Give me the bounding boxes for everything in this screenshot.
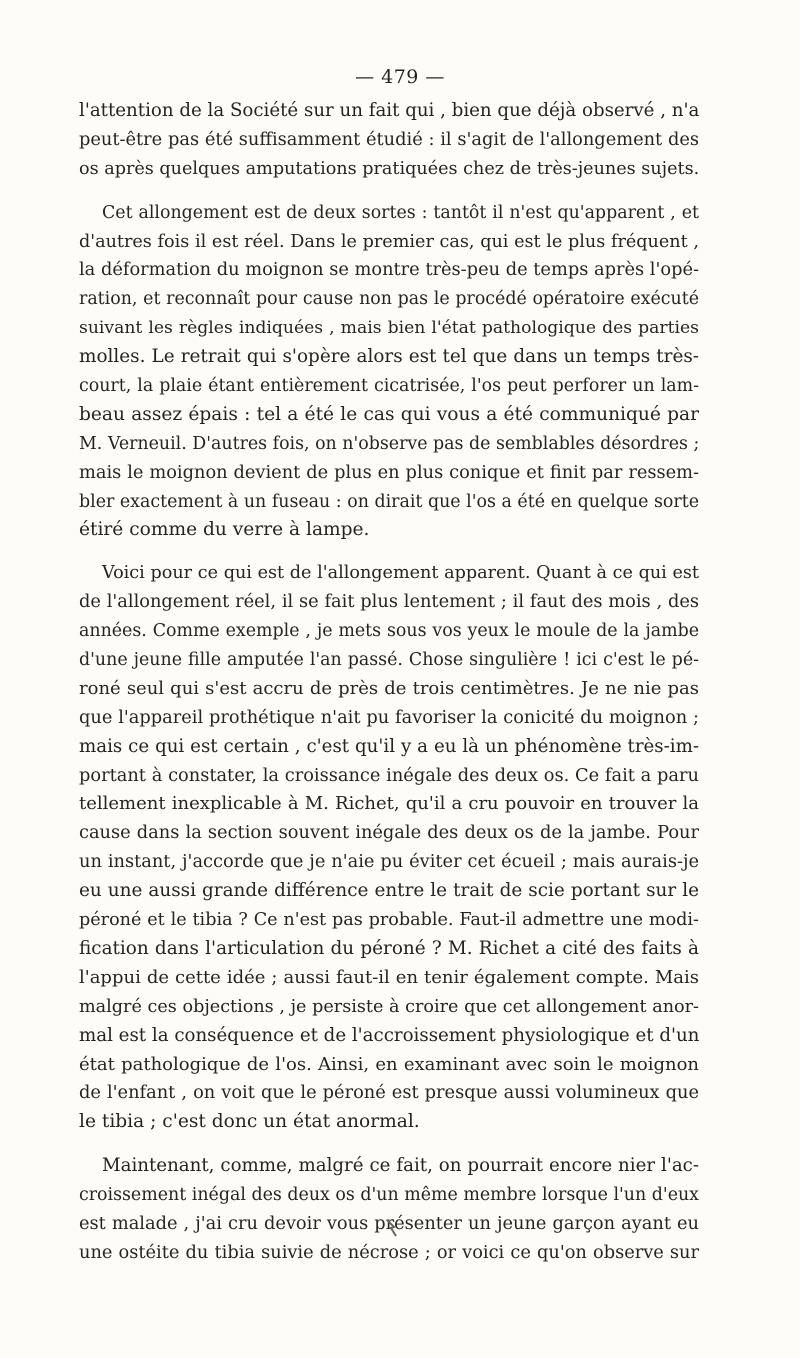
text-line: d'autres fois il est réel. Dans le premier cas, qui est le plus fréquent , xyxy=(79,231,699,252)
text-line: péroné et le tibia ? Ce n'est pas probable. Faut-il admettre une modi- xyxy=(79,910,699,931)
paragraph xyxy=(79,199,699,546)
text-line: de l'enfant , on voit que le péroné est presque aussi volumineux que xyxy=(79,1082,699,1104)
body-text xyxy=(79,97,699,1268)
text-line: années. Comme exemple , je mets sous vos yeux le moule de la jambe xyxy=(79,621,699,642)
paragraph xyxy=(79,97,699,184)
text-line: le tibia ; c'est donc un état anormal. xyxy=(79,1111,420,1133)
text-line: eu une aussi grande différence entre le trait de scie portant sur le xyxy=(79,880,699,902)
paragraph xyxy=(79,1152,699,1268)
text-line: que l'appareil prothétique n'ait pu favoriser la conicité du moignon ; xyxy=(79,706,699,728)
text-line: os après quelques amputations pratiquées chez de très-jeunes sujets. xyxy=(79,158,700,179)
text-line: court, la plaie étant entièrement cicatrisée, l'os peut perforer un lam- xyxy=(79,376,699,397)
text-line: molles. Le retrait qui s'opère alors est tel que dans un temps très- xyxy=(79,346,699,368)
text-line: portant à constater, la croissance inégale des deux os. Ce fait a paru xyxy=(79,764,699,786)
text-line: Maintenant, comme, malgré ce fait, on pourrait encore nier l'ac- xyxy=(102,1155,699,1177)
text-line: d'une jeune fille amputée l'an passé. Chose singulière ! ici c'est le pé- xyxy=(79,650,699,671)
text-line: roné seul qui s'est accru de près de trois centimètres. Je ne nie pas xyxy=(79,677,699,699)
text-line: un instant, j'accorde que je n'aie pu éviter cet écueil ; mais aurais-je xyxy=(79,851,699,873)
text-line: Voici pour ce qui est de l'allongement apparent. Quant à ce qui est xyxy=(102,563,699,584)
text-line: étiré comme du verre à lampe. xyxy=(79,519,370,541)
text-line: malgré ces objections , je persiste à croire que cet allongement anor- xyxy=(79,996,699,1017)
text-line: de l'allongement réel, il se fait plus lentement ; il faut des mois , des xyxy=(79,591,699,613)
text-line: une ostéite du tibia suivie de nécrose ; or voici ce qu'on observe sur xyxy=(79,1241,699,1263)
paragraph-spacer xyxy=(79,184,699,199)
text-line: ration, et reconnaît pour cause non pas le procédé opératoire exécuté xyxy=(79,289,699,310)
paragraph xyxy=(79,559,699,1137)
text-line: fication dans l'articulation du péroné ? M. Richet a cité des faits à xyxy=(79,937,699,959)
text-line: mal est la conséquence et de l'accroissement physiologique et d'un xyxy=(79,1024,700,1046)
text-line: cause dans la section souvent inégale des deux os de la jambe. Pour xyxy=(79,822,699,844)
paragraph-spacer xyxy=(79,1137,699,1152)
text-line: mais ce qui est certain , c'est qu'il y a eu là un phénomène très-im- xyxy=(79,735,699,757)
text-line: beau assez épais : tel a été le cas qui vous a été communiqué par xyxy=(79,403,699,425)
text-line: suivant les règles indiquées , mais bien l'état pathologique des parties xyxy=(79,318,699,339)
text-line: bler exactement à un fuseau : on dirait que l'os a été en quelque sorte xyxy=(79,491,699,512)
text-line: l'appui de cette idée ; aussi faut-il en tenir également compte. Mais xyxy=(79,966,699,988)
text-line: est malade , j'ai cru devoir vous présenter un jeune garçon ayant eu xyxy=(79,1212,699,1234)
text-line: croissement inégal des deux os d'un même membre lorsque l'un d'eux xyxy=(79,1185,699,1206)
text-line: la déformation du moignon se montre très-peu de temps après l'opé- xyxy=(79,259,699,281)
text-line: peut-être pas été suffisamment étudié : il s'agit de l'allongement des xyxy=(79,128,699,150)
text-line: l'attention de la Société sur un fait qui , bien que déjà observé , n'a xyxy=(79,100,700,121)
paragraph-spacer xyxy=(79,545,699,559)
ink-speck xyxy=(385,1218,399,1238)
text-line: mais le moignon devient de plus en plus conique et finit par ressem- xyxy=(79,461,699,483)
text-line: tellement inexplicable à M. Richet, qu'il a cru pouvoir en trouver la xyxy=(79,793,699,815)
text-line: M. Verneuil. D'autres fois, on n'observe pas de semblables désordres ; xyxy=(79,433,700,454)
text-line: Cet allongement est de deux sortes : tantôt il n'est qu'apparent , et xyxy=(102,202,699,223)
text-line: état pathologique de l'os. Ainsi, en examinant avec soin le moignon xyxy=(79,1053,699,1075)
page-number: — 479 — xyxy=(355,66,445,88)
